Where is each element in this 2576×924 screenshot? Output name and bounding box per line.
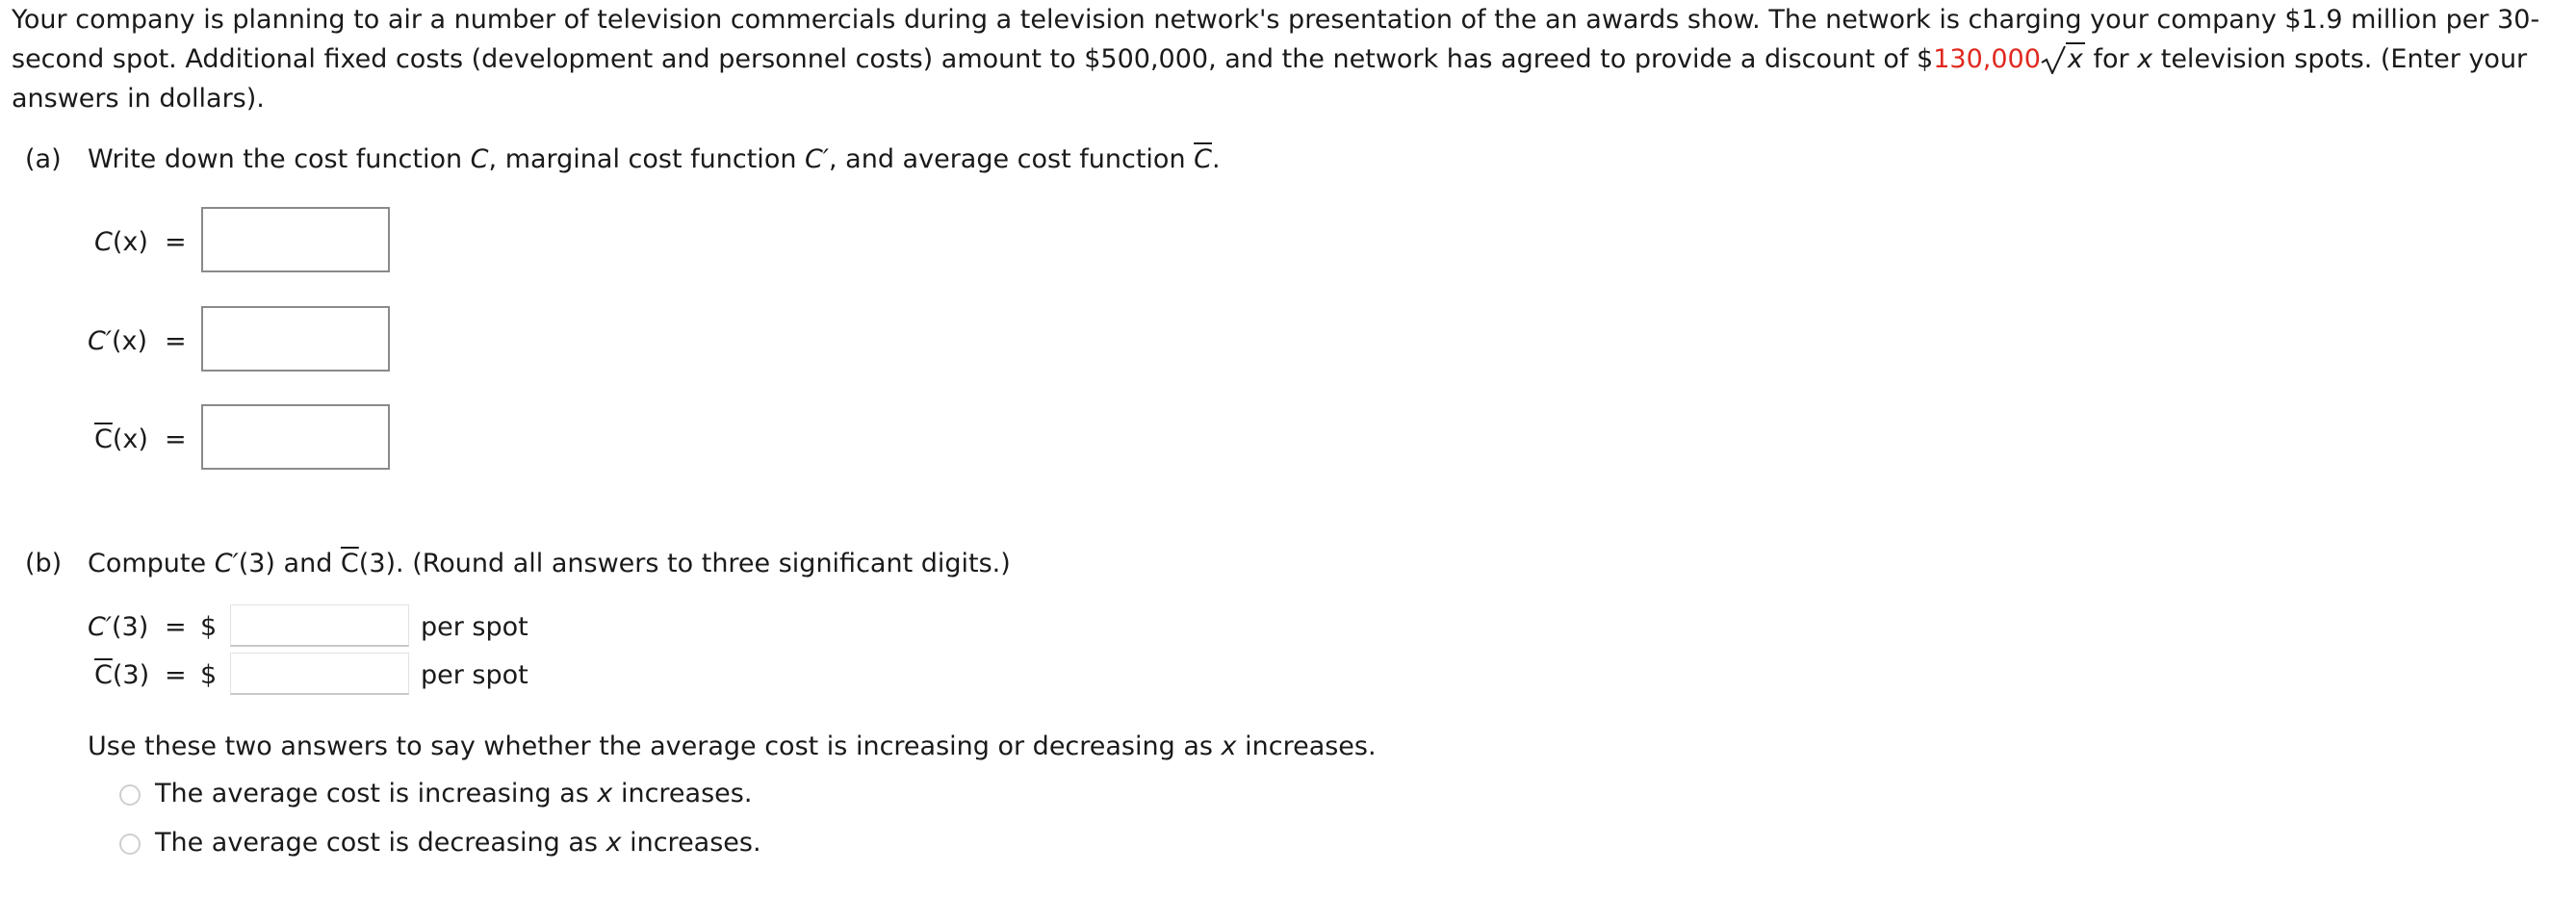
intro-text-2: for — [2084, 44, 2138, 74]
marginal-cost-input[interactable] — [201, 306, 390, 372]
part-b-cbar-sym: $\overline{C}$ — [340, 549, 359, 578]
average-cost-input[interactable] — [201, 404, 390, 470]
part-a-label: (a) — [25, 144, 62, 174]
marginal-cost-at-3-label — [88, 612, 148, 642]
marginal-cost-label — [88, 326, 147, 356]
average-cost-args: (x) — [112, 424, 148, 454]
part-b-cprime-sym: C′ — [214, 549, 239, 578]
part-b-label: (b) — [25, 549, 63, 578]
trend-question-pre: Use these two answers to say whether the average cost is increasing or decreasing as — [88, 732, 1222, 761]
average-cost-symbol: $\overline{C}$ — [94, 424, 113, 454]
cost-function-equals: = — [165, 227, 187, 257]
option-increasing-end: increases. — [612, 779, 753, 808]
option-decreasing-var: x — [605, 828, 622, 858]
part-a-question — [88, 144, 1221, 174]
marginal-cost-at-3-equals: = — [165, 612, 187, 642]
trend-question — [88, 732, 1377, 761]
trend-question-var: x — [1221, 732, 1237, 761]
sqrt-symbol — [2041, 45, 2066, 74]
part-a-text-end: . — [1212, 144, 1221, 174]
option-increasing-var: x — [597, 779, 613, 808]
part-a-cbar-sym: $\overline{C}$ — [1194, 144, 1213, 174]
part-b-arg2: (3) — [358, 549, 397, 578]
option-decreasing-label[interactable] — [155, 828, 761, 858]
part-b-arg1: (3) — [238, 549, 275, 578]
marginal-cost-at-3-unit: per spot — [421, 612, 528, 642]
average-cost-at-3-args: (3) — [112, 660, 150, 690]
part-a-text-pre: Write down the cost function — [88, 144, 471, 174]
marginal-cost-args: (x) — [111, 326, 148, 356]
sqrt-expression — [2041, 39, 2085, 79]
option-decreasing-radio[interactable] — [119, 834, 141, 855]
option-increasing-label[interactable] — [155, 779, 752, 808]
average-cost-at-3-unit: per spot — [421, 660, 528, 690]
average-cost-at-3-currency: $ — [200, 660, 218, 690]
marginal-cost-at-3-symbol: C′ — [88, 612, 112, 642]
cost-function-label — [94, 227, 148, 257]
trend-question-end: increases. — [1236, 732, 1377, 761]
part-a-text-mid2: , and average cost function — [829, 144, 1195, 174]
discount-value: 130,000 — [1933, 44, 2041, 74]
option-decreasing-end: increases. — [621, 828, 761, 858]
part-b-and: and — [274, 549, 341, 578]
intro-variable: x — [2137, 44, 2153, 74]
marginal-cost-at-3-input[interactable] — [230, 604, 409, 647]
average-cost-equals: = — [165, 424, 187, 454]
average-cost-at-3-input[interactable] — [230, 653, 409, 695]
cost-function-input[interactable] — [201, 207, 390, 272]
part-a-cprime-sym: C′ — [805, 144, 830, 174]
cost-function-symbol: C — [94, 227, 113, 257]
cost-function-args: (x) — [112, 227, 148, 257]
option-increasing-radio[interactable] — [119, 784, 141, 806]
option-increasing-pre: The average cost is increasing as — [155, 779, 598, 808]
average-cost-at-3-label — [94, 660, 149, 690]
average-cost-at-3-symbol: $\overline{C}$ — [94, 660, 113, 690]
intro-text-3: television spots. (Enter your answers in dollars). — [12, 44, 2528, 114]
average-cost-label — [94, 424, 148, 454]
average-cost-at-3-equals: = — [165, 660, 187, 690]
part-a-text-mid1: , marginal cost function — [488, 144, 806, 174]
part-b-text-pre: Compute — [88, 549, 215, 578]
problem-statement — [12, 0, 2563, 118]
marginal-cost-at-3-currency: $ — [200, 612, 218, 642]
sqrt-radicand: x — [2067, 44, 2083, 74]
marginal-cost-symbol: C′ — [88, 326, 112, 356]
marginal-cost-at-3-args: (3) — [111, 612, 149, 642]
option-decreasing-pre: The average cost is decreasing as — [155, 828, 606, 858]
part-b-question — [88, 549, 1011, 578]
part-b-text-end: . (Round all answers to three significant digits.) — [396, 549, 1011, 578]
intro-text-1: Your company is planning to air a number of television commercials during a television network's presentation of the an awards show. The network is charging your company $1.9 million per 30-second spot. Additional fixed costs (development and personnel costs) amount to $500,000, and the network has agreed to provide a discount of $ — [12, 5, 2540, 74]
part-a-c-sym: C — [470, 144, 489, 174]
marginal-cost-equals: = — [165, 326, 187, 356]
